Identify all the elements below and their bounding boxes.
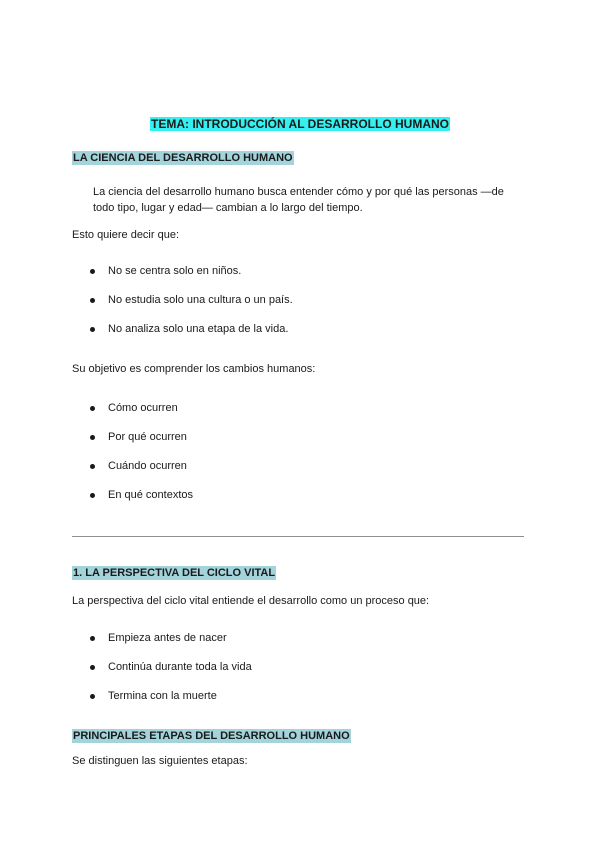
document-title-text: TEMA: INTRODUCCIÓN AL DESARROLLO HUMANO [151, 117, 449, 131]
list-item [90, 689, 217, 703]
bullet-icon [90, 269, 95, 274]
list-item-text: En qué contextos [108, 489, 194, 501]
bullet-icon [90, 665, 95, 670]
list-item-text: No estudia solo una cultura o un país. [108, 294, 293, 306]
paragraph-perspectiva: La perspectiva del ciclo vital entiende el desarrollo como un proceso que: [72, 595, 430, 607]
document-title [0, 117, 600, 132]
list-item-text: Cómo ocurren [108, 402, 178, 414]
bullet-icon [90, 464, 95, 469]
list-item [90, 264, 241, 278]
list-item [90, 631, 227, 645]
list-item-text: No analiza solo una etapa de la vida. [108, 323, 289, 335]
section-heading-etapas-text: PRINCIPALES ETAPAS DEL DESARROLLO HUMANO [73, 730, 350, 742]
list-item-text: No se centra solo en niños. [108, 265, 242, 277]
section-heading-ciencia [72, 151, 294, 165]
list-item [90, 322, 288, 336]
bullet-icon [90, 327, 95, 332]
list-item [90, 430, 187, 444]
bullet-icon [90, 493, 95, 498]
list-item [90, 459, 187, 473]
intro-line-1: La ciencia del desarrollo humano busca entender cómo y por qué las personas —de [93, 186, 504, 198]
list-item-text: Empieza antes de nacer [108, 632, 227, 644]
bullet-icon [90, 694, 95, 699]
paragraph-su-objetivo: Su objetivo es comprender los cambios humanos: [72, 363, 316, 375]
intro-line-2: todo tipo, lugar y edad— cambian a lo largo del tiempo. [93, 202, 363, 214]
list-item [90, 293, 293, 307]
intro-paragraph [93, 184, 523, 216]
section-heading-ciclo-vital-text: 1. LA PERSPECTIVA DEL CICLO VITAL [73, 567, 276, 579]
list-item-text: Termina con la muerte [108, 690, 217, 702]
list-item-text: Continúa durante toda la vida [108, 661, 252, 673]
paragraph-se-distinguen: Se distinguen las siguientes etapas: [72, 755, 248, 767]
bullet-icon [90, 435, 95, 440]
paragraph-esto-quiere: Esto quiere decir que: [72, 229, 180, 241]
list-item [90, 660, 252, 674]
bullet-icon [90, 636, 95, 641]
list-item [90, 488, 193, 502]
list-item-text: Por qué ocurren [108, 431, 187, 443]
horizontal-divider [72, 536, 524, 537]
bullet-icon [90, 406, 95, 411]
list-item [90, 401, 178, 415]
section-heading-ciencia-text: LA CIENCIA DEL DESARROLLO HUMANO [73, 152, 293, 164]
section-heading-ciclo-vital [72, 566, 276, 580]
section-heading-etapas [72, 729, 351, 743]
bullet-icon [90, 298, 95, 303]
list-item-text: Cuándo ocurren [108, 460, 187, 472]
